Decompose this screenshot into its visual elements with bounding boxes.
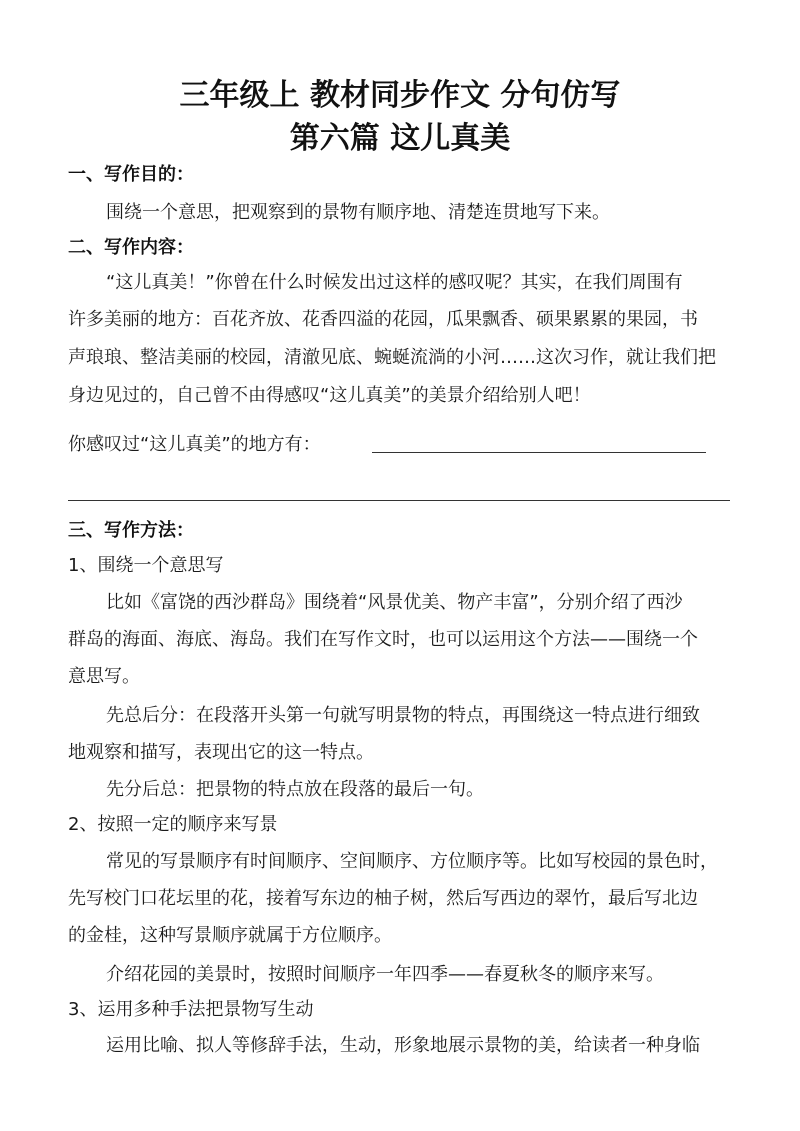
section-2-line-1: “这儿真美！”你曾在什么时候发出过这样的感叹呢？其实，在我们周围有 [106,272,683,293]
method-2-para-1-line-3: 的金桂，这种写景顺序就属于方位顺序。 [68,925,392,946]
section-2-line-2: 许多美丽的地方：百花齐放、花香四溢的花园，瓜果飘香、硕果累累的果园，书 [68,309,698,330]
section-2-line-3: 声琅琅、整洁美丽的校园，清澈见底、蜿蜒流淌的小河……这次习作，就让我们把 [68,347,716,368]
title-line-1: 三年级上 教材同步作文 分句仿写 [179,78,621,113]
method-3-title: 3、运用多种手法把景物写生动 [68,999,314,1020]
section-1-heading: 一、写作目的： [68,164,194,185]
method-2-para-2: 介绍花园的美景时，按照时间顺序一年四季——春夏秋冬的顺序来写。 [106,964,664,985]
method-2-para-1-line-2: 先写校门口花坛里的花，接着写东边的柚子树，然后写西边的翠竹，最后写北边 [68,888,698,909]
method-2-para-1-line-1: 常见的写景顺序有时间顺序、空间顺序、方位顺序等。比如写校园的景色时， [106,851,718,872]
section-2-heading: 二、写作内容： [68,237,194,258]
section-3-heading: 三、写作方法： [68,520,194,541]
method-3-para-1: 运用比喻、拟人等修辞手法，生动，形象地展示景物的美，给读者一种身临 [106,1035,700,1056]
method-1-para-1-line-2: 群岛的海面、海底、海岛。我们在写作文时，也可以运用这个方法——围绕一个 [68,629,698,650]
method-1-para-2-line-2: 地观察和描写，表现出它的这一特点。 [68,742,374,763]
answer-blank-line-1[interactable] [372,452,706,453]
method-1-title: 1、围绕一个意思写 [68,555,224,576]
answer-blank-line-2[interactable] [68,500,730,501]
method-1-para-2-line-1: 先总后分：在段落开头第一句就写明景物的特点，再围绕这一特点进行细致 [106,705,700,726]
section-2-line-4: 身边见过的，自己曾不由得感叹“这儿真美”的美景介绍给别人吧！ [68,385,591,406]
answer-prompt: 你感叹过“这儿真美”的地方有： [68,434,321,455]
method-1-para-1-line-3: 意思写。 [68,666,140,687]
method-2-title: 2、按照一定的顺序来写景 [68,814,278,835]
title-line-2: 第六篇 这儿真美 [289,121,511,156]
method-1-para-3: 先分后总：把景物的特点放在段落的最后一句。 [106,779,484,800]
section-1-text: 围绕一个意思，把观察到的景物有顺序地、清楚连贯地写下来。 [106,202,610,223]
method-1-para-1-line-1: 比如《富饶的西沙群岛》围绕着“风景优美、物产丰富”，分别介绍了西沙 [106,592,683,613]
